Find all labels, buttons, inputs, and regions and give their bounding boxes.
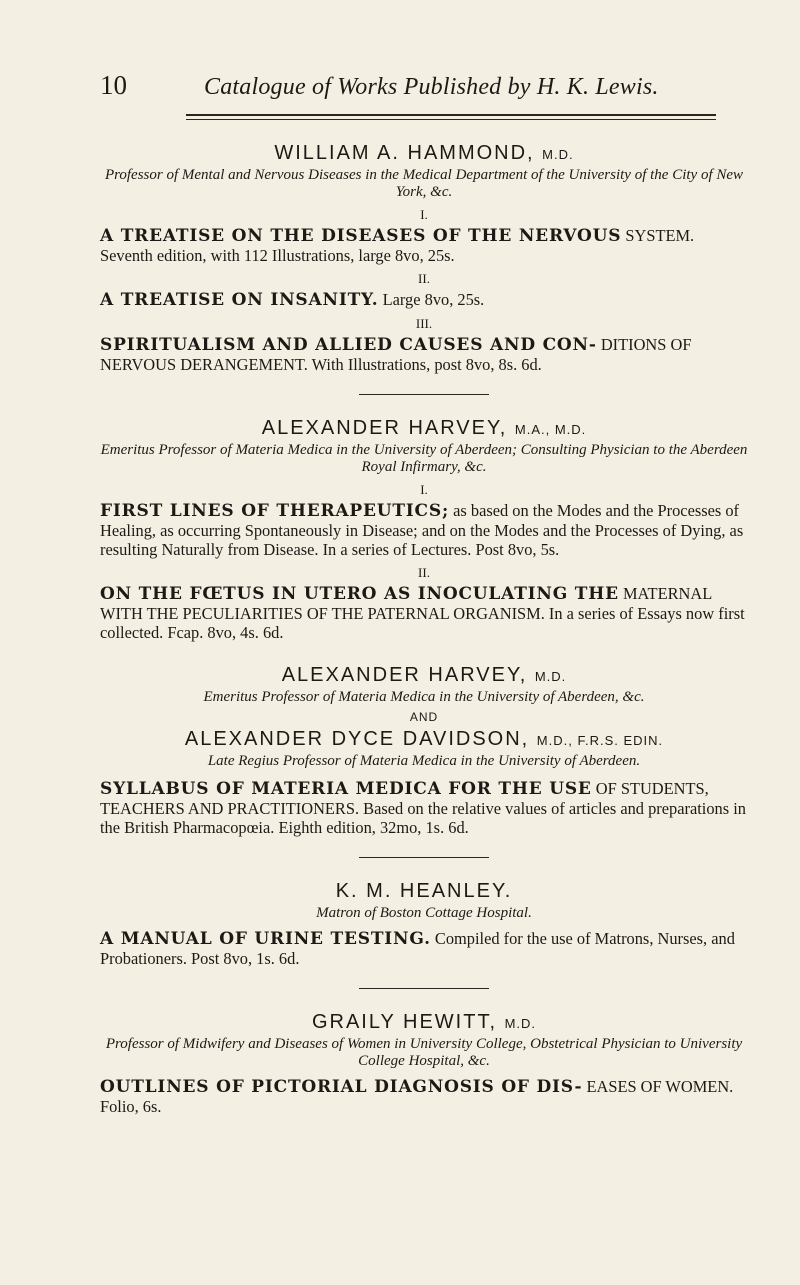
section-divider [359,988,489,989]
work-title: SYLLABUS OF MATERIA MEDICA FOR THE USE [100,779,592,799]
author-affiliation: Professor of Midwifery and Diseases of Women in University College, Obstetrical Physician to University College Hospital, &c. [105,1036,743,1069]
work-numeral: II. [418,565,430,580]
work-numeral: III. [415,316,433,331]
page-number: 10 [100,70,127,100]
work-listing: SYLLABUS OF MATERIA MEDICA FOR THE USE OF STUDENTS, TEACHERS AND PRACTITIONERS. Based on the relative values of articles and preparations in the British Pharmacopœia. Eighth edition, 32mo, 1s. 6d. [100,779,746,837]
work-listing: A MANUAL OF URINE TESTING. Compiled for the use of Matrons, Nurses, and Probationers. Post 8vo, 1s. 6d. [100,929,735,968]
work-numeral: II. [418,271,430,286]
work-numeral: I. [420,207,428,222]
section-divider [359,394,489,395]
work-title: FIRST LINES OF THERAPEUTICS; [100,501,450,521]
work-listing: A TREATISE ON THE DISEASES OF THE NERVOUS SYSTEM. Seventh edition, with 112 Illustrations, large 8vo, 25s. [100,226,695,265]
work-title: OUTLINES OF PICTORIAL DIAGNOSIS OF DIS- [100,1077,583,1097]
author-entry-heanley [100,880,748,968]
work-listing: A TREATISE ON INSANITY. Large 8vo, 25s. [100,290,485,310]
running-head: Catalogue of Works Published by H. K. Lewis. [204,74,659,100]
author-entry-hammond [100,142,748,374]
work-title: SPIRITUALISM AND ALLIED CAUSES AND CON- [100,335,597,355]
work-listing: FIRST LINES OF THERAPEUTICS; as based on the Modes and the Processes of Healing, as occurring Spontaneously in Disease; and on the Modes and the Processes of Dying, as resulting Naturally from Disease. In a series of Lectures. Post 8vo, 5s. [100,501,744,559]
work-listing: ON THE FŒTUS IN UTERO AS INOCULATING THE MATERNAL WITH THE PECULIARITIES OF THE PATERNAL ORGANISM. In a series of Essays now first collected. Fcap. 8vo, 4s. 6d. [100,584,745,642]
author-entry-harvey [100,417,748,642]
page-header [100,70,748,114]
author-affiliation: Professor of Mental and Nervous Diseases in the Medical Department of the University of the City of New York, &c. [104,167,744,200]
author-name: GRAILY HEWITT, M.D. [311,1011,537,1033]
catalogue-page [100,70,748,1116]
author-affiliation: Emeritus Professor of Materia Medica in the University of Aberdeen; Consulting Physician to the Aberdeen Royal Infirmary, &c. [100,442,748,475]
author-entry-hewitt [100,1011,748,1116]
work-numeral: I. [420,482,428,497]
work-title: ON THE FŒTUS IN UTERO AS INOCULATING THE [100,584,619,604]
work-title: A TREATISE ON THE DISEASES OF THE NERVOUS [100,226,622,246]
author-affiliation: Emeritus Professor of Materia Medica in the University of Aberdeen, &c. [203,689,645,705]
work-listing: OUTLINES OF PICTORIAL DIAGNOSIS OF DIS- EASES OF WOMEN. Folio, 6s. [100,1077,734,1116]
second-author-name: ALEXANDER DYCE DAVIDSON, M.D., F.R.S. EDIN. [184,728,664,750]
author-entry-harvey-davidson [100,664,748,837]
work-listing: SPIRITUALISM AND ALLIED CAUSES AND CON- DITIONS OF NERVOUS DERANGEMENT. With Illustrations, post 8vo, 8s. 6d. [100,335,692,374]
work-title: A TREATISE ON INSANITY. [100,290,379,310]
work-title: A MANUAL OF URINE TESTING. [100,929,431,949]
author-name: WILLIAM A. HAMMOND, M.D. [274,142,574,164]
author-name: K. M. HEANLEY. [335,880,513,902]
author-name: ALEXANDER HARVEY, M.A., M.D. [261,417,587,439]
second-author-affiliation: Late Regius Professor of Materia Medica in the University of Aberdeen. [207,753,641,769]
conjunction: AND [409,710,439,724]
header-rule [186,114,716,120]
author-name: ALEXANDER HARVEY, M.D. [281,664,567,686]
section-divider [359,857,489,858]
author-affiliation: Matron of Boston Cottage Hospital. [316,905,532,921]
